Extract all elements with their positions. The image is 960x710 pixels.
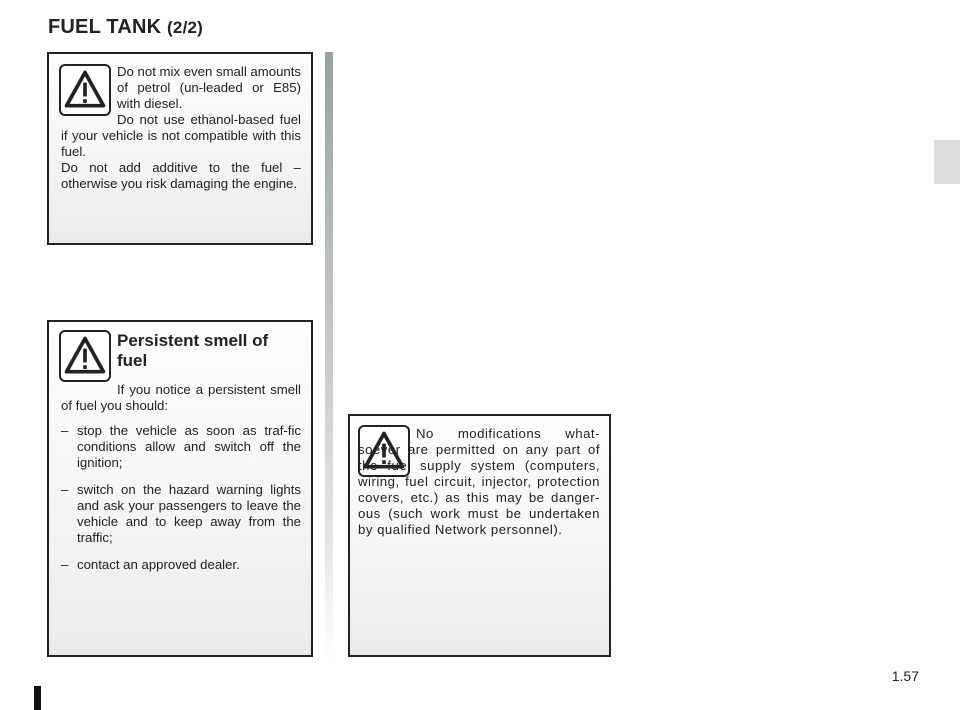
- warning-box-no-modifications: [348, 414, 611, 657]
- list-item: – stop the vehicle as soon as traf-fic conditions allow and switch off the ignition;: [61, 423, 301, 470]
- warning-box-fuel-smell: [47, 320, 313, 657]
- list-marker: –: [61, 557, 69, 572]
- warning-box-fuel-mixing: [47, 52, 313, 245]
- warning-triangle-icon: [59, 330, 111, 382]
- warning-heading: Persistent smell of fuel: [117, 331, 269, 370]
- warning-text: [61, 382, 301, 584]
- list-item: – contact an approved dealer.: [61, 557, 240, 572]
- list-marker: –: [61, 482, 69, 497]
- list-item: – switch on the hazard warning lights and ask your passengers to leave the vehicle and to keep away from the traffic;: [61, 482, 301, 545]
- page-title-text: FUEL TANK: [48, 16, 162, 38]
- warning-line: Do not add additive to the fuel – otherwise you risk damaging the engine.: [61, 160, 301, 191]
- page-title: [48, 16, 203, 39]
- warning-line: Do not use ethanol-based fuel if your vehicle is not compatible with this fuel.: [61, 112, 301, 159]
- warning-text: [358, 426, 600, 538]
- list-marker: –: [61, 423, 69, 438]
- page-number: 1.57: [891, 668, 919, 684]
- warning-intro: If you notice a persistent smell of fuel you should:: [61, 382, 301, 413]
- corner-mark: [34, 686, 41, 710]
- page-title-suffix: (2/2): [167, 18, 204, 37]
- warning-line: Do not mix even small amounts of petrol (un-leaded or E85) with diesel.: [117, 64, 301, 111]
- column-divider: [325, 52, 333, 662]
- chapter-tab: [934, 140, 960, 184]
- warning-paragraph: No modifications what-soever are permitted on any part of the fuel supply system (computers, wiring, fuel circuit, injector, protection covers, etc.) as this may be danger-ous (such work must be undertaken by qualified Network personnel).: [358, 426, 600, 537]
- instruction-list: [61, 423, 301, 573]
- warning-text: [61, 64, 301, 192]
